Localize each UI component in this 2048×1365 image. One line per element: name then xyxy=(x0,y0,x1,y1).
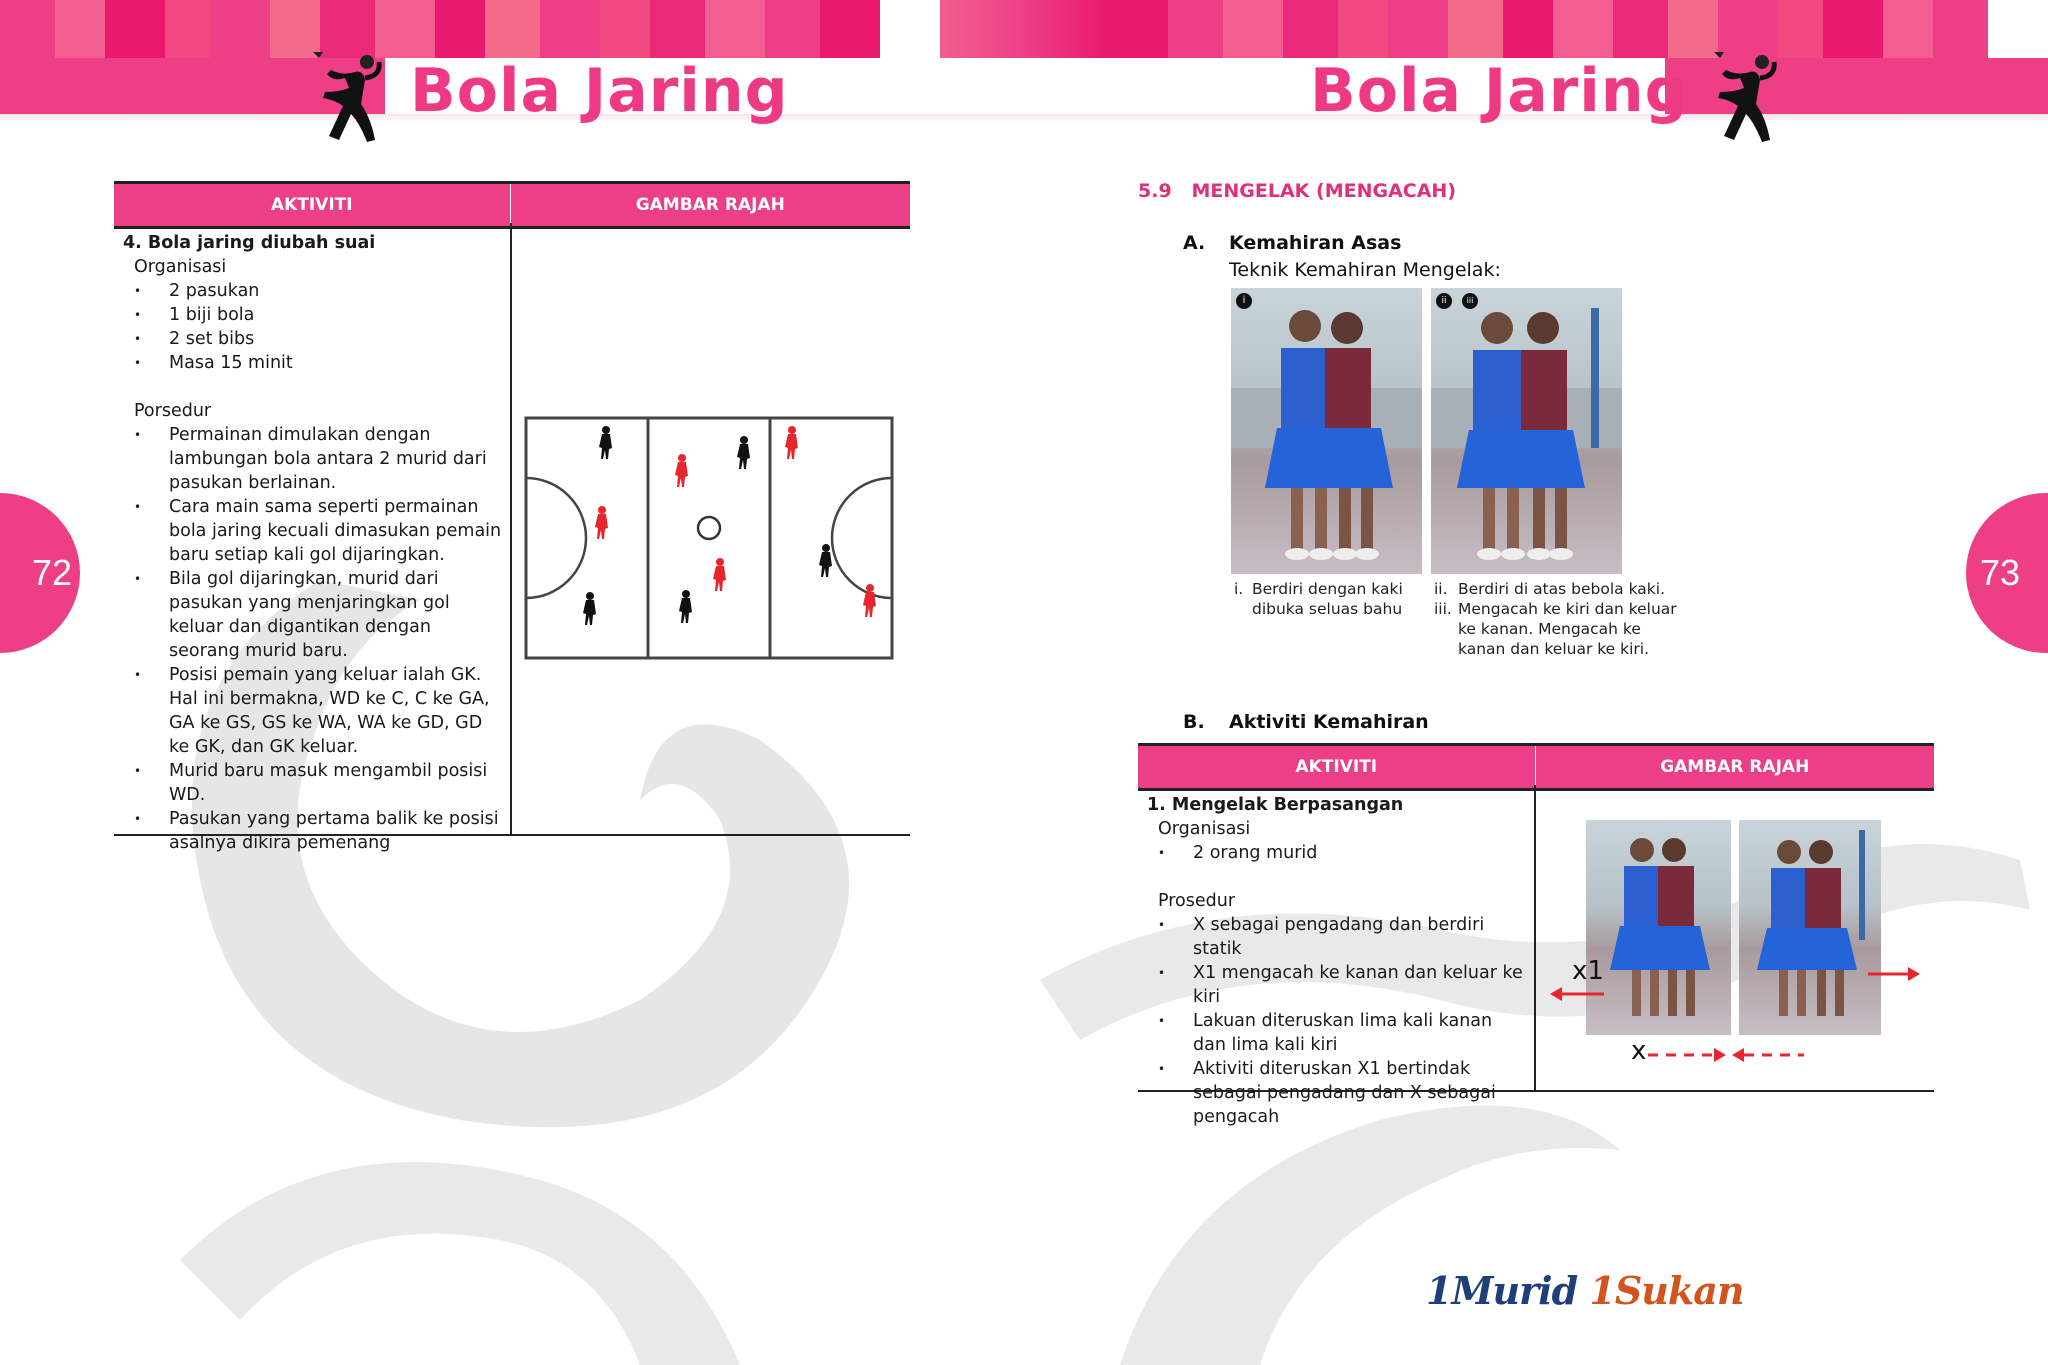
sub-a-subtitle: Teknik Kemahiran Mengelak: xyxy=(1229,259,1501,281)
logo-part-2: 1Sukan xyxy=(1589,1268,1744,1313)
page-number-right xyxy=(1966,493,2048,653)
right-col-aktiviti: AKTIVITI xyxy=(1138,746,1536,788)
list-item: • Bila gol dijaringkan, murid dari pasukan yang menjaringkan gol keluar dan digantikan dengan seorang murid baru. xyxy=(134,567,503,663)
list-item: • 2 orang murid xyxy=(1158,841,1527,865)
activity-title: 1. Mengelak Berpasangan xyxy=(1147,795,1404,815)
photo-tag-iii: iii xyxy=(1462,293,1478,309)
caption-iii: Mengacah ke kiri dan keluar ke kanan. Mengacah ke kanan dan keluar ke kiri. xyxy=(1458,600,1677,658)
list-item: • 2 set bibs xyxy=(134,327,503,351)
photo-tag-ii: ii xyxy=(1436,293,1452,309)
page-title-right: Bola Jaring xyxy=(1310,56,1689,126)
list-item: • X sebagai pengadang dan berdiri statik xyxy=(1158,913,1527,961)
right-table-header xyxy=(1138,743,1934,791)
left-col-gambar-rajah: GAMBAR RAJAH xyxy=(635,195,785,215)
section-heading: 5.9 MENGELAK (MENGACAH) xyxy=(1138,180,1457,202)
sub-b-letter: B. xyxy=(1183,711,1205,733)
left-activity-cell xyxy=(123,231,503,855)
header-stripes-left xyxy=(0,0,940,60)
netball-player-icon xyxy=(305,48,385,148)
sub-b-title: Aktiviti Kemahiran xyxy=(1229,711,1429,733)
page-title-left: Bola Jaring xyxy=(410,56,789,126)
page-number-left-text: 72 xyxy=(32,552,73,593)
organisation-list xyxy=(1158,841,1527,865)
left-table-divider xyxy=(510,223,512,835)
list-item: • Aktiviti diteruskan X1 bertindak sebagai pengadang dan X sebagai pengacah xyxy=(1158,1057,1527,1129)
header-stripes-center xyxy=(940,0,1108,60)
list-item: • 2 pasukan xyxy=(134,279,503,303)
photo-tag-i: i xyxy=(1236,293,1252,309)
procedure-label: Prosedur xyxy=(1158,891,1236,911)
right-col-gambar-rajah: GAMBAR RAJAH xyxy=(1660,757,1810,777)
list-item: • Permainan dimulakan dengan lambungan bola antara 2 murid dari pasukan berlainan. xyxy=(134,423,503,495)
organisation-label: Organisasi xyxy=(134,257,227,277)
caption-ii: Berdiri di atas bebola kaki. xyxy=(1458,580,1666,598)
netball-court-diagram xyxy=(524,416,896,662)
sub-a-title: Kemahiran Asas xyxy=(1229,232,1402,254)
list-item: • Cara main sama seperti permainan bola jaring kecuali dimasukan pemain baru setiap kali gol dijaringkan. xyxy=(134,495,503,567)
photo-stance-i xyxy=(1231,288,1422,574)
activity-title: 4. Bola jaring diubah suai xyxy=(123,233,376,253)
list-item: • Masa 15 minit xyxy=(134,351,503,375)
right-activity-cell xyxy=(1147,793,1527,1129)
page-number-left xyxy=(0,493,80,653)
page-number-right-text: 73 xyxy=(1980,552,2021,593)
photo-stance-ii-iii xyxy=(1431,288,1622,574)
list-item: • 1 biji bola xyxy=(134,303,503,327)
caption-iii-num: iii. xyxy=(1434,600,1452,618)
header-stripes-right xyxy=(1108,0,2048,60)
right-table-divider xyxy=(1534,785,1536,1091)
1murid-1sukan-logo xyxy=(1426,1268,1744,1313)
list-item: • Posisi pemain yang keluar ialah GK. Hal ini bermakna, WD ke C, C ke GA, GA ke GS, GS ke WA, WA ke GD, GD ke GK, dan GK keluar. xyxy=(134,663,503,759)
label-x1: x1 xyxy=(1572,956,1604,986)
left-table-header xyxy=(114,181,910,229)
organisation-label: Organisasi xyxy=(1158,819,1251,839)
netball-player-icon xyxy=(1700,48,1780,148)
list-item: • X1 mengacah ke kanan dan keluar ke kiri xyxy=(1158,961,1527,1009)
list-item: • Murid baru masuk mengambil posisi WD. xyxy=(134,759,503,807)
caption-i-num: i. xyxy=(1234,580,1244,598)
list-item: • Pasukan yang pertama balik ke posisi asalnya dikira pemenang xyxy=(134,807,503,855)
organisation-list xyxy=(134,279,503,375)
procedure-list xyxy=(134,423,503,855)
logo-part-1: 1Murid xyxy=(1426,1268,1578,1313)
label-x: x xyxy=(1631,1036,1647,1066)
caption-ii-num: ii. xyxy=(1434,580,1448,598)
procedure-label: Porsedur xyxy=(134,401,212,421)
sub-a-letter: A. xyxy=(1183,232,1206,254)
left-col-aktiviti: AKTIVITI xyxy=(114,184,511,226)
caption-i: Berdiri dengan kaki dibuka seluas bahu xyxy=(1252,580,1403,618)
list-item: • Lakuan diteruskan lima kali kanan dan lima kali kiri xyxy=(1158,1009,1527,1057)
procedure-list xyxy=(1158,913,1527,1129)
movement-arrows xyxy=(1548,960,1928,1065)
